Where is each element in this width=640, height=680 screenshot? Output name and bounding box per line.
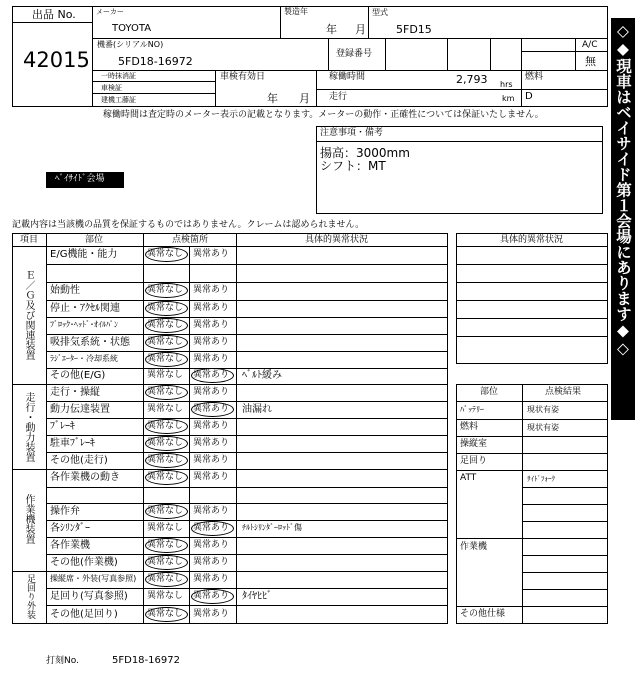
row-part: 操作弁 xyxy=(50,506,80,517)
group-drive: 走行・動力装置 xyxy=(23,392,34,462)
table-row xyxy=(46,588,448,605)
table-row xyxy=(46,469,448,487)
table-row xyxy=(46,384,448,401)
result-cab: 操縦室 xyxy=(460,439,488,449)
row-normal-option: 異常なし xyxy=(147,609,184,619)
row-part: 走行・操縦 xyxy=(50,387,100,398)
col-item: 項目 xyxy=(20,235,39,245)
group-engine: Ｅ／Ｇ及び関連装置 xyxy=(23,270,34,360)
row-abnormal-option: 異常あり xyxy=(193,354,230,364)
disclaimer: 記載内容は当該機の品質を保証するものではありません。クレームは認められません。 xyxy=(12,220,365,230)
result-battery-value: 現状有姿 xyxy=(527,405,559,414)
row-part: 各作業機の動き xyxy=(50,472,120,483)
row-abnormal-option: 異常あり xyxy=(193,320,230,330)
result-fuel: 燃料 xyxy=(460,422,479,432)
stamp-value: 5FD18-16972 xyxy=(112,655,180,666)
row-abnormal-option: 異常あり xyxy=(193,506,230,516)
normal-circle-mark xyxy=(145,538,188,553)
row-normal-option: 異常なし xyxy=(147,472,184,482)
venue-badge xyxy=(46,172,124,188)
run-label: 走行 xyxy=(329,92,348,102)
abnormal-circle-mark xyxy=(191,402,234,417)
row-part: 駐車ﾌﾞﾚｰｷ xyxy=(50,438,95,449)
result-col-part: 部位 xyxy=(480,387,499,397)
row-abnormal-option: 異常あり xyxy=(193,557,230,567)
row-part: その他(足回り) xyxy=(50,609,118,620)
row-part: 吸排気系統・状態 xyxy=(50,337,130,348)
result-battery: ﾊﾞｯﾃﾘｰ xyxy=(460,405,484,414)
row-detail: ﾀｲﾔﾋﾋﾞ xyxy=(242,591,272,602)
stamp-label: 打刻No. xyxy=(46,656,79,666)
row-abnormal-option: 異常あり xyxy=(193,540,230,550)
table-row xyxy=(46,487,448,503)
table-row xyxy=(46,368,448,384)
ac-label: A/C xyxy=(582,40,598,50)
result-att-value: ｻｲﾄﾞﾌｫｰｸ xyxy=(527,475,555,483)
table-row xyxy=(46,418,448,435)
col-detail: 具体的異常状況 xyxy=(305,235,369,245)
model-label: 型式 xyxy=(372,8,388,17)
abnormal-circle-mark xyxy=(191,521,234,536)
hours-value: 2,793 xyxy=(456,73,488,86)
row-abnormal-option: 異常あり xyxy=(193,404,230,414)
row-part: 各ｼﾘﾝﾀﾞｰ xyxy=(50,523,90,534)
fuel-label: 燃料 xyxy=(525,72,544,82)
remarks-line-2: シフト：MT xyxy=(320,159,386,173)
normal-circle-mark xyxy=(145,555,188,570)
table-row xyxy=(46,401,448,418)
normal-circle-mark xyxy=(145,247,188,262)
table-row xyxy=(46,246,448,264)
group-work: 作業機装置 xyxy=(23,494,34,544)
normal-circle-mark xyxy=(145,283,188,298)
row-part: E/G機能・能力 xyxy=(50,249,118,260)
normal-circle-mark xyxy=(145,301,188,316)
row-normal-option: 異常なし xyxy=(147,354,184,364)
cert-temporary: 一時抹消証 xyxy=(101,72,136,80)
table-row xyxy=(46,351,448,368)
maker-label: メーカー xyxy=(96,8,124,16)
row-normal-option: 異常なし xyxy=(147,455,184,465)
row-detail: 油漏れ xyxy=(242,404,272,415)
group-exterior: 足回り外装 xyxy=(25,574,35,619)
table-row xyxy=(46,605,448,624)
inspection-label: 車検有効日 xyxy=(220,72,266,82)
abnormal-circle-mark xyxy=(191,589,234,604)
year-label: 製造年 xyxy=(284,7,308,16)
side-banner xyxy=(611,18,635,420)
row-part: その他(走行) xyxy=(50,455,108,466)
row-normal-option: 異常なし xyxy=(147,540,184,550)
month-unit: 月 xyxy=(355,23,366,36)
row-abnormal-option: 異常あり xyxy=(193,337,230,347)
row-part: 各作業機 xyxy=(50,540,90,551)
result-other: その他仕様 xyxy=(460,609,506,619)
side-banner-text: ◇◆現車はベイサイド第１会場にあります◆◇ xyxy=(614,22,632,358)
right-detail-box xyxy=(456,233,608,364)
row-part: その他(E/G) xyxy=(50,370,106,381)
ac-value: 無 xyxy=(585,55,596,68)
normal-circle-mark xyxy=(145,572,188,587)
table-row xyxy=(46,300,448,317)
row-part: ﾌﾞﾛｯｸ･ﾍｯﾄﾞ･ｵｲﾙﾊﾟﾝ xyxy=(50,320,118,329)
row-abnormal-option: 異常あり xyxy=(193,387,230,397)
normal-circle-mark xyxy=(145,504,188,519)
row-normal-option: 異常なし xyxy=(147,574,184,584)
year-unit: 年 xyxy=(326,23,337,36)
row-abnormal-option: 異常あり xyxy=(193,455,230,465)
row-abnormal-option: 異常あり xyxy=(193,574,230,584)
row-normal-option: 異常なし xyxy=(147,320,184,330)
row-normal-option: 異常なし xyxy=(147,249,184,259)
row-abnormal-option: 異常あり xyxy=(193,438,230,448)
result-col-result: 点検結果 xyxy=(545,387,582,397)
table-row xyxy=(46,520,448,537)
col-part: 部位 xyxy=(85,235,104,245)
model-value: 5FD15 xyxy=(396,23,432,36)
table-row xyxy=(46,571,448,588)
row-normal-option: 異常なし xyxy=(147,337,184,347)
row-part: 足回り(写真参照) xyxy=(50,591,128,602)
normal-circle-mark xyxy=(145,470,188,485)
serial-value: 5FD18-16972 xyxy=(118,55,193,68)
row-normal-option: 異常なし xyxy=(147,387,184,397)
cert-construction: 建機工藤証 xyxy=(101,96,136,104)
row-part: ﾌﾞﾚｰｷ xyxy=(50,421,75,432)
inspection-month-unit: 月 xyxy=(299,92,310,105)
normal-circle-mark xyxy=(145,335,188,350)
row-detail: ﾁﾙﾄｼﾘﾝﾀﾞｰﾛｯﾄﾞ傷 xyxy=(242,523,302,532)
row-normal-option: 異常なし xyxy=(147,285,184,295)
row-abnormal-option: 異常あり xyxy=(193,472,230,482)
right-detail-header: 具体的異常状況 xyxy=(500,235,564,245)
row-normal-option: 異常なし xyxy=(147,506,184,516)
normal-circle-mark xyxy=(145,385,188,400)
row-abnormal-option: 異常あり xyxy=(193,421,230,431)
table-row xyxy=(46,334,448,351)
venue-badge-text: ﾍﾞｲｻｲﾄﾞ会場 xyxy=(55,174,105,184)
row-normal-option: 異常なし xyxy=(147,523,184,533)
table-row xyxy=(46,264,448,282)
row-part: 始動性 xyxy=(50,285,80,296)
row-normal-option: 異常なし xyxy=(147,404,184,414)
normal-circle-mark xyxy=(145,419,188,434)
lot-number-label: 出品 No. xyxy=(32,8,76,21)
table-row xyxy=(46,452,448,469)
row-normal-option: 異常なし xyxy=(147,438,184,448)
row-detail: ﾍﾞﾙﾄ緩み xyxy=(242,370,282,381)
table-row xyxy=(46,554,448,571)
cert-vehicle: 車検証 xyxy=(101,84,122,92)
row-abnormal-option: 異常あり xyxy=(193,285,230,295)
row-part: ﾗｼﾞｴｰﾀｰ・冷却系統 xyxy=(50,354,118,363)
hours-label: 稼働時間 xyxy=(329,72,366,82)
normal-circle-mark xyxy=(145,352,188,367)
row-normal-option: 異常なし xyxy=(147,421,184,431)
col-check: 点検箇所 xyxy=(172,235,209,245)
row-abnormal-option: 異常あり xyxy=(193,523,230,533)
row-part: その他(作業機) xyxy=(50,557,118,568)
result-fuel-value: 現状有姿 xyxy=(527,423,559,432)
normal-circle-mark xyxy=(145,318,188,333)
table-row xyxy=(46,282,448,300)
normal-circle-mark xyxy=(145,607,188,622)
row-abnormal-option: 異常あり xyxy=(193,370,230,380)
row-normal-option: 異常なし xyxy=(147,591,184,601)
maker-value: TOYOTA xyxy=(112,23,152,34)
row-normal-option: 異常なし xyxy=(147,370,184,380)
table-row xyxy=(46,435,448,452)
fuel-value: D xyxy=(525,91,533,102)
serial-label: 機番(シリアルNO) xyxy=(97,40,164,49)
row-normal-option: 異常なし xyxy=(147,557,184,567)
table-row xyxy=(46,537,448,554)
row-abnormal-option: 異常あり xyxy=(193,249,230,259)
normal-circle-mark xyxy=(145,436,188,451)
abnormal-circle-mark xyxy=(191,368,234,383)
row-abnormal-option: 異常あり xyxy=(193,591,230,601)
row-part: 停止・ｱｸｾﾙ関連 xyxy=(50,303,120,314)
table-row xyxy=(46,503,448,520)
registration-label: 登録番号 xyxy=(336,49,373,59)
result-work: 作業機 xyxy=(460,542,488,552)
hours-notice: 稼働時間は査定時のメーター表示の記載となります。メーターの動作・正確性については保証いたしません。 xyxy=(103,110,544,120)
result-undercarriage: 足回り xyxy=(460,456,488,466)
result-att: ATT xyxy=(460,473,477,483)
km-unit: km xyxy=(502,94,515,103)
row-part: 動力伝達装置 xyxy=(50,404,110,415)
remarks-label: 注意事項・備考 xyxy=(320,128,384,138)
normal-circle-mark xyxy=(145,453,188,468)
inspection-year-unit: 年 xyxy=(267,92,278,105)
lot-number: 42015 xyxy=(23,48,90,72)
hours-unit: hrs xyxy=(500,80,513,89)
row-abnormal-option: 異常あり xyxy=(193,303,230,313)
remarks-line-1: 揚高：3000mm xyxy=(320,146,410,160)
row-normal-option: 異常なし xyxy=(147,303,184,313)
row-part: 操縦席・外装(写真参照) xyxy=(50,574,137,583)
table-row xyxy=(46,317,448,334)
row-abnormal-option: 異常あり xyxy=(193,609,230,619)
